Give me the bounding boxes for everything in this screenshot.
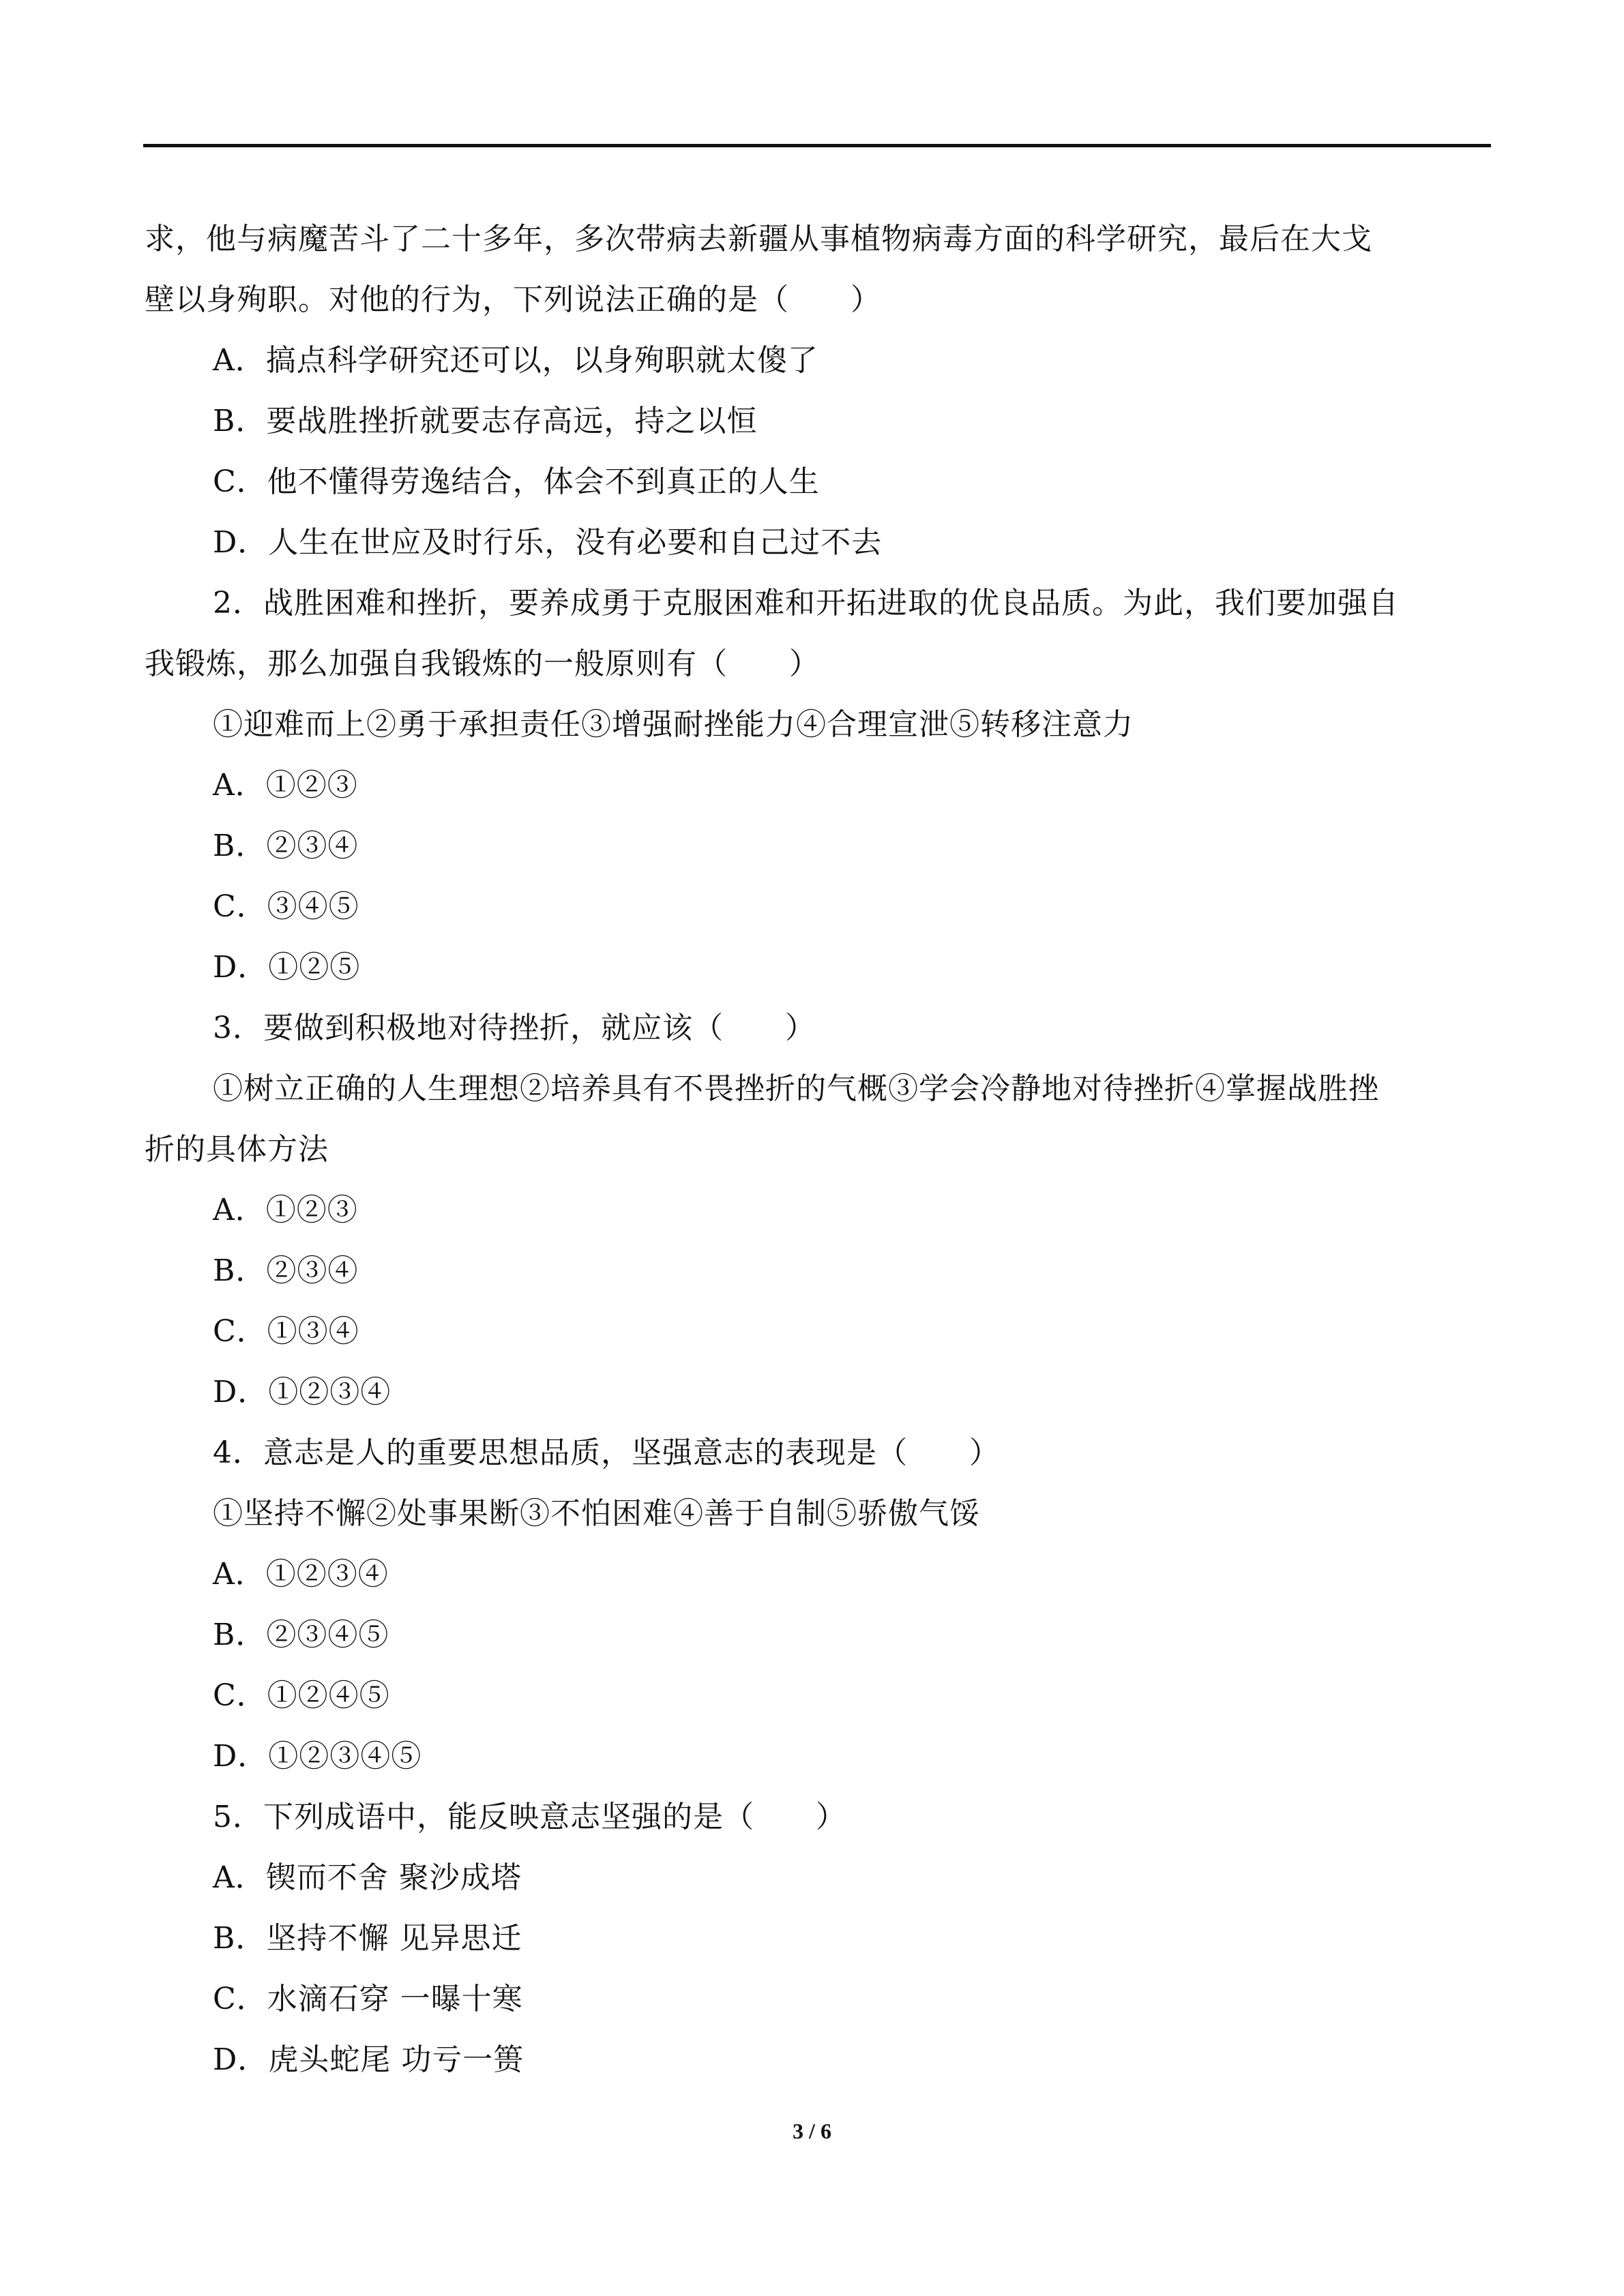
text-line: D．①②③④⑤ <box>213 1739 422 1774</box>
header-rule <box>143 144 1491 147</box>
text-line: A．搞点科学研究还可以，以身殉职就太傻了 <box>213 343 818 378</box>
text-line: 折的具体方法 <box>145 1132 329 1167</box>
text-line: 4．意志是人的重要思想品质，坚强意志的表现是（ ） <box>213 1435 1000 1470</box>
page-body <box>145 209 1488 2090</box>
text-line: 我锻炼，那么加强自我锻炼的一般原则有（ ） <box>145 646 820 681</box>
text-line: 5．下列成语中，能反映意志坚强的是（ ） <box>213 1800 846 1834</box>
text-line: ①迎难而上②勇于承担责任③增强耐挫能力④合理宣泄⑤转移注意力 <box>213 707 1134 742</box>
text-line: C．③④⑤ <box>213 889 359 924</box>
text-line: B．②③④ <box>213 1253 359 1288</box>
text-line: C．水滴石穿 一曝十寒 <box>213 1982 523 2016</box>
text-line: 求，他与病魔苦斗了二十多年，多次带病去新疆从事植物病毒方面的科学研究，最后在大戈 <box>145 222 1372 256</box>
text-line: D．人生在世应及时行乐，没有必要和自己过不去 <box>213 525 883 560</box>
text-line: B．坚持不懈 见异思迁 <box>213 1921 522 1956</box>
text-line: D．①②③④ <box>213 1375 392 1410</box>
text-line: B．②③④ <box>213 829 359 863</box>
text-line: ①坚持不懈②处事果断③不怕困难④善于自制⑤骄傲气馁 <box>213 1496 980 1531</box>
text-line: D．虎头蛇尾 功亏一篑 <box>213 2042 525 2077</box>
text-line: C．①③④ <box>213 1314 359 1349</box>
page-number: 3 / 6 <box>793 2119 831 2143</box>
text-line: 壁以身殉职。对他的行为，下列说法正确的是（ ） <box>145 282 881 317</box>
text-line: C．他不懂得劳逸结合，体会不到真正的人生 <box>213 464 820 499</box>
text-line: A．①②③④ <box>213 1557 389 1592</box>
text-line: D．①②⑤ <box>213 950 361 985</box>
text-line: B．要战胜挫折就要志存高远，持之以恒 <box>213 404 758 438</box>
text-line: ①树立正确的人生理想②培养具有不畏挫折的气概③学会冷静地对待挫折④掌握战胜挫 <box>213 1071 1379 1106</box>
text-line: 2．战胜困难和挫折，要养成勇于克服困难和开拓进取的优良品质。为此，我们要加强自 <box>213 586 1399 621</box>
text-line: A．①②③ <box>213 1193 358 1227</box>
text-line: A．锲而不舍 聚沙成塔 <box>213 1860 522 1895</box>
text-line: B．②③④⑤ <box>213 1617 389 1652</box>
text-line: A．①②③ <box>213 768 358 803</box>
text-line: C．①②④⑤ <box>213 1678 390 1713</box>
text-line: 3．要做到积极地对待挫折，就应该（ ） <box>213 1011 816 1045</box>
